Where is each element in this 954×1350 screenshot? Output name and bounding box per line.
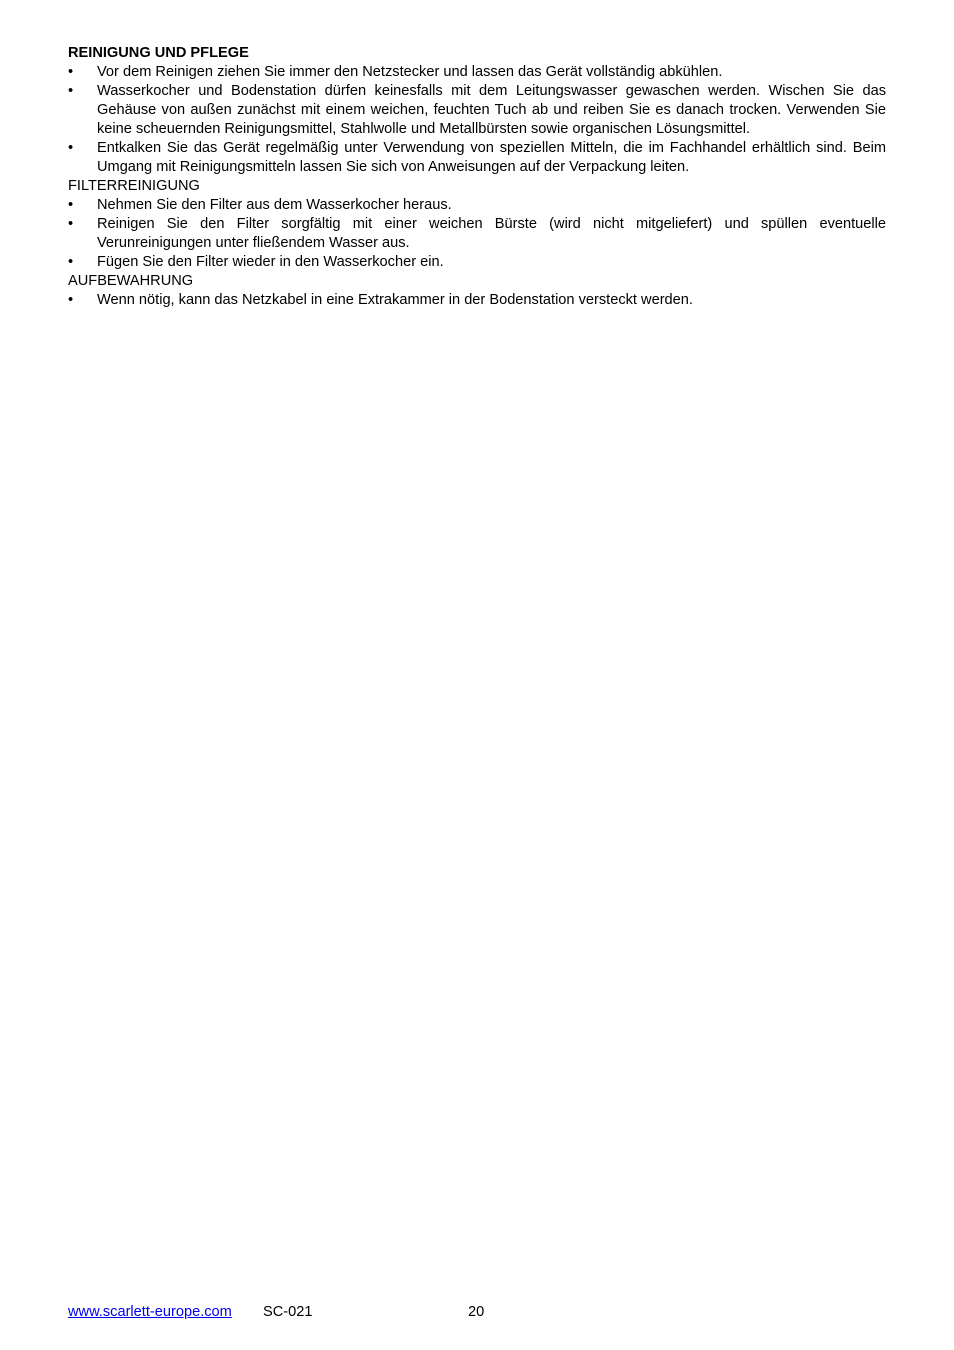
- section-title-cleaning: REINIGUNG UND PFLEGE: [68, 45, 249, 61]
- model-number: SC-021: [263, 1304, 313, 1320]
- section-title-storage: AUFBEWAHRUNG: [68, 273, 194, 289]
- bullet-icon: •: [68, 64, 74, 80]
- list-item: • Reinigen Sie den Filter sorgfältig mit einer weichen Bürste (wird nicht mitgeliefert) und spüllen eventuelle Verunreinigungen unter fließendem Wasser aus.: [68, 216, 886, 251]
- bullet-icon: •: [68, 254, 74, 270]
- section-title-filter: FILTERREINIGUNG: [68, 178, 200, 194]
- cleaning-list: [68, 63, 886, 177]
- list-item: • Fügen Sie den Filter wieder in den Wasserkocher ein.: [68, 254, 444, 270]
- list-item: • Wasserkocher und Bodenstation dürfen keinesfalls mit dem Leitungswasser gewaschen werden. Wischen Sie das Gehäuse von außen zunächst mit einem weichen, feuchten Tuch ab und reiben Sie es danach trocken. Verwenden Sie keine scheuernden Reinigungsmittel, Stahlwolle und Metallbürsten sowie organischen Lösungsmittel.: [68, 83, 886, 137]
- bullet-icon: •: [68, 83, 74, 99]
- website-link[interactable]: www.scarlett-europe.com: [68, 1304, 232, 1320]
- document-body: [68, 44, 886, 310]
- list-item: • Nehmen Sie den Filter aus dem Wasserkocher heraus.: [68, 197, 452, 213]
- bullet-icon: •: [68, 292, 74, 308]
- page-number: 20: [468, 1304, 485, 1320]
- bullet-icon: •: [68, 197, 74, 213]
- bullet-icon: •: [68, 140, 74, 156]
- storage-list: [68, 291, 886, 310]
- list-item: • Wenn nötig, kann das Netzkabel in eine Extrakammer in der Bodenstation versteckt werden.: [68, 292, 693, 308]
- page-footer: [68, 1303, 886, 1322]
- list-item: • Vor dem Reinigen ziehen Sie immer den Netzstecker und lassen das Gerät vollständig abkühlen.: [68, 64, 723, 80]
- list-item: • Entkalken Sie das Gerät regelmäßig unter Verwendung von speziellen Mitteln, die im Fachhandel erhältlich sind. Beim Umgang mit Reinigungsmitteln lassen Sie sich von Anweisungen auf der Verpackung leiten.: [68, 140, 886, 175]
- bullet-icon: •: [68, 216, 74, 232]
- filter-list: [68, 196, 886, 272]
